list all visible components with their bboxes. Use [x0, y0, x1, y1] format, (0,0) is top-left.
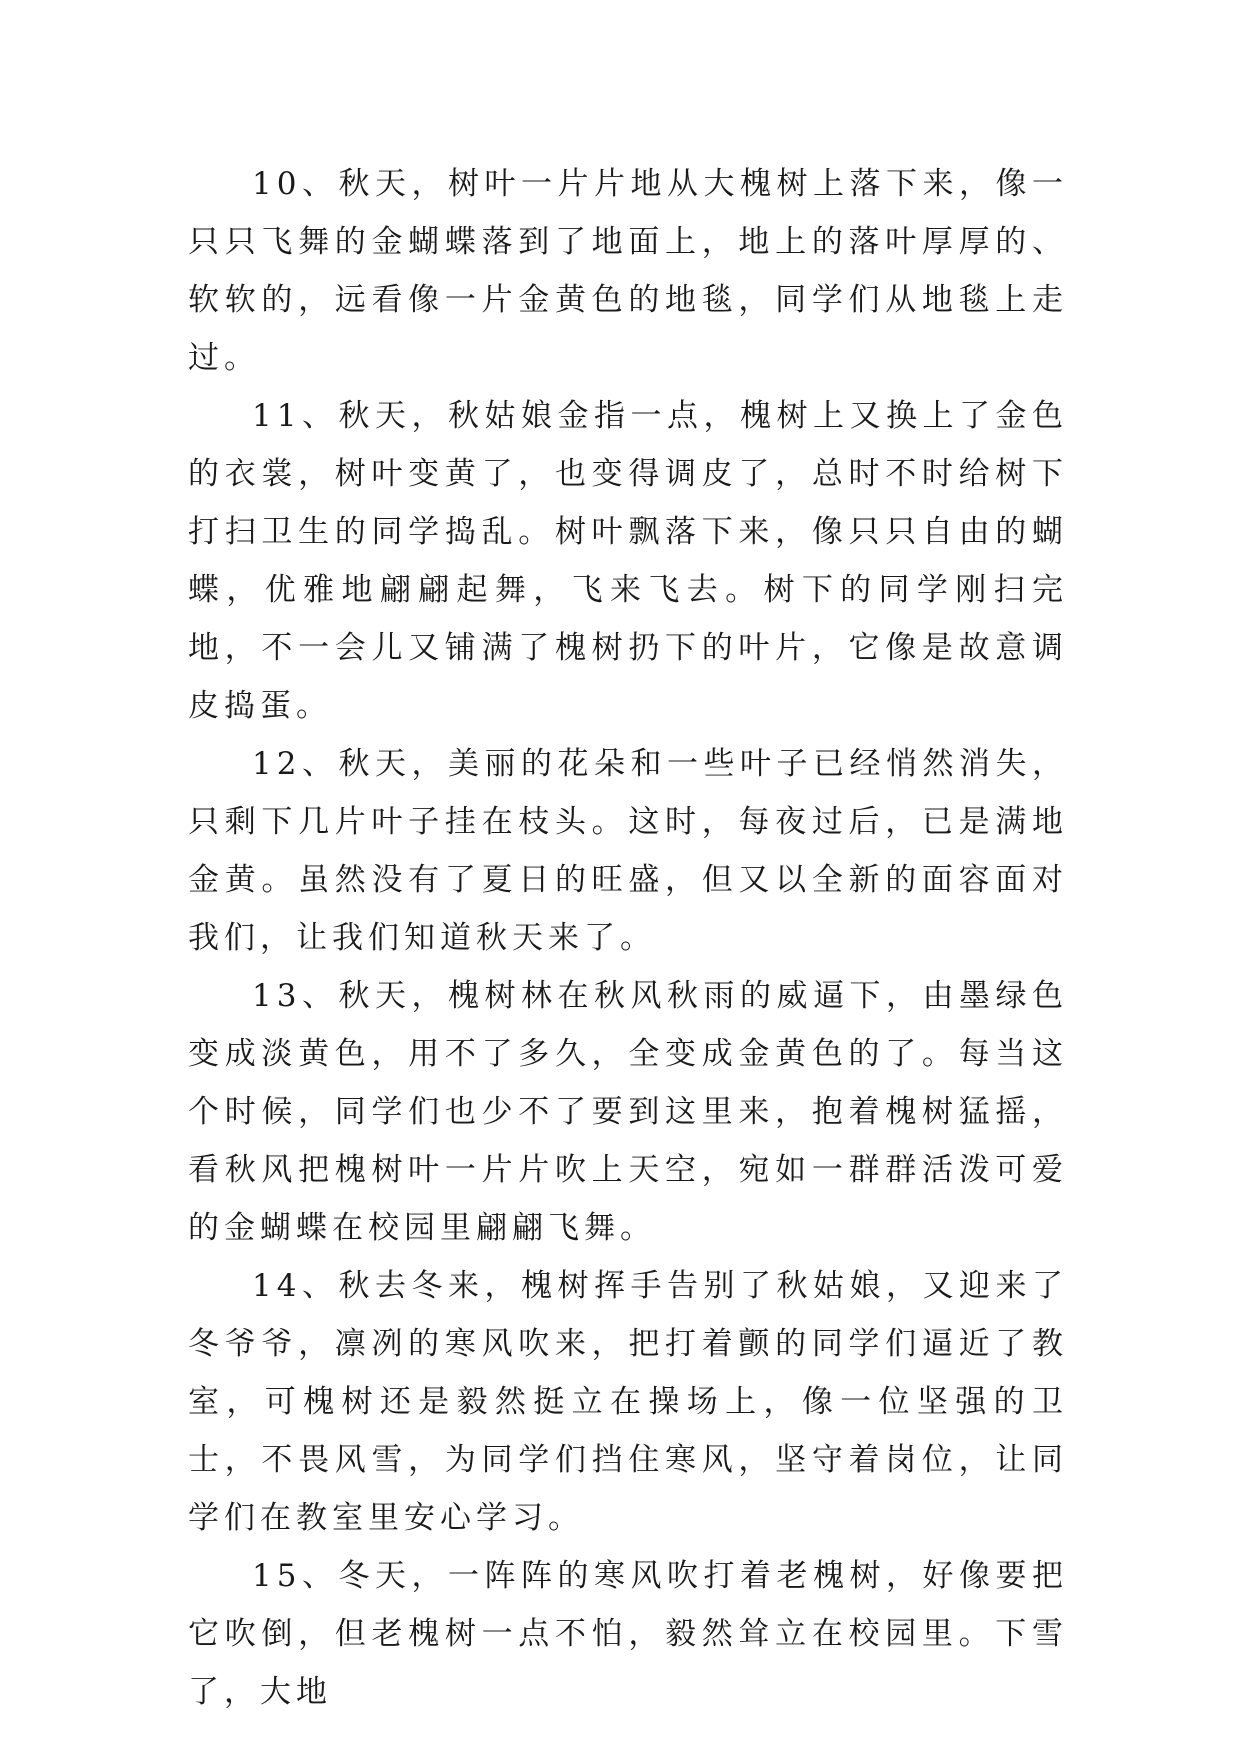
paragraph-10: 10、秋天，树叶一片片地从大槐树上落下来，像一只只飞舞的金蝴蝶落到了地面上，地上的落叶厚厚的、软软的，远看像一片金黄色的地毯，同学们从地毯上走过。: [188, 166, 1068, 376]
document-body: [188, 155, 1068, 1721]
paragraph-11: 11、秋天，秋姑娘金指一点，槐树上又换上了金色的衣裳，树叶变黄了，也变得调皮了，总时不时给树下打扫卫生的同学捣乱。树叶飘落下来，像只只自由的蝴蝶，优雅地翩翩起舞，飞来飞去。树下的同学刚扫完地，不一会儿又铺满了槐树扔下的叶片，它像是故意调皮捣蛋。: [188, 398, 1068, 724]
paragraph-15: 15、冬天，一阵阵的寒风吹打着老槐树，好像要把它吹倒，但老槐树一点不怕，毅然耸立在校园里。下雪了，大地: [188, 1558, 1068, 1710]
paragraph-12: 12、秋天，美丽的花朵和一些叶子已经悄然消失，只剩下几片叶子挂在枝头。这时，每夜过后，已是满地金黄。虽然没有了夏日的旺盛，但又以全新的面容面对我们，让我们知道秋天来了。: [188, 746, 1068, 956]
paragraph-14: 14、秋去冬来，槐树挥手告别了秋姑娘，又迎来了冬爷爷，凛冽的寒风吹来，把打着颤的同学们逼近了教室，可槐树还是毅然挺立在操场上，像一位坚强的卫士，不畏风雪，为同学们挡住寒风，坚守着岗位，让同学们在教室里安心学习。: [188, 1268, 1068, 1536]
paragraph-13: 13、秋天，槐树林在秋风秋雨的威逼下，由墨绿色变成淡黄色，用不了多久，全变成金黄色的了。每当这个时候，同学们也少不了要到这里来，抱着槐树猛摇，看秋风把槐树叶一片片吹上天空，宛如一群群活泼可爱的金蝴蝶在校园里翩翩飞舞。: [188, 978, 1068, 1246]
